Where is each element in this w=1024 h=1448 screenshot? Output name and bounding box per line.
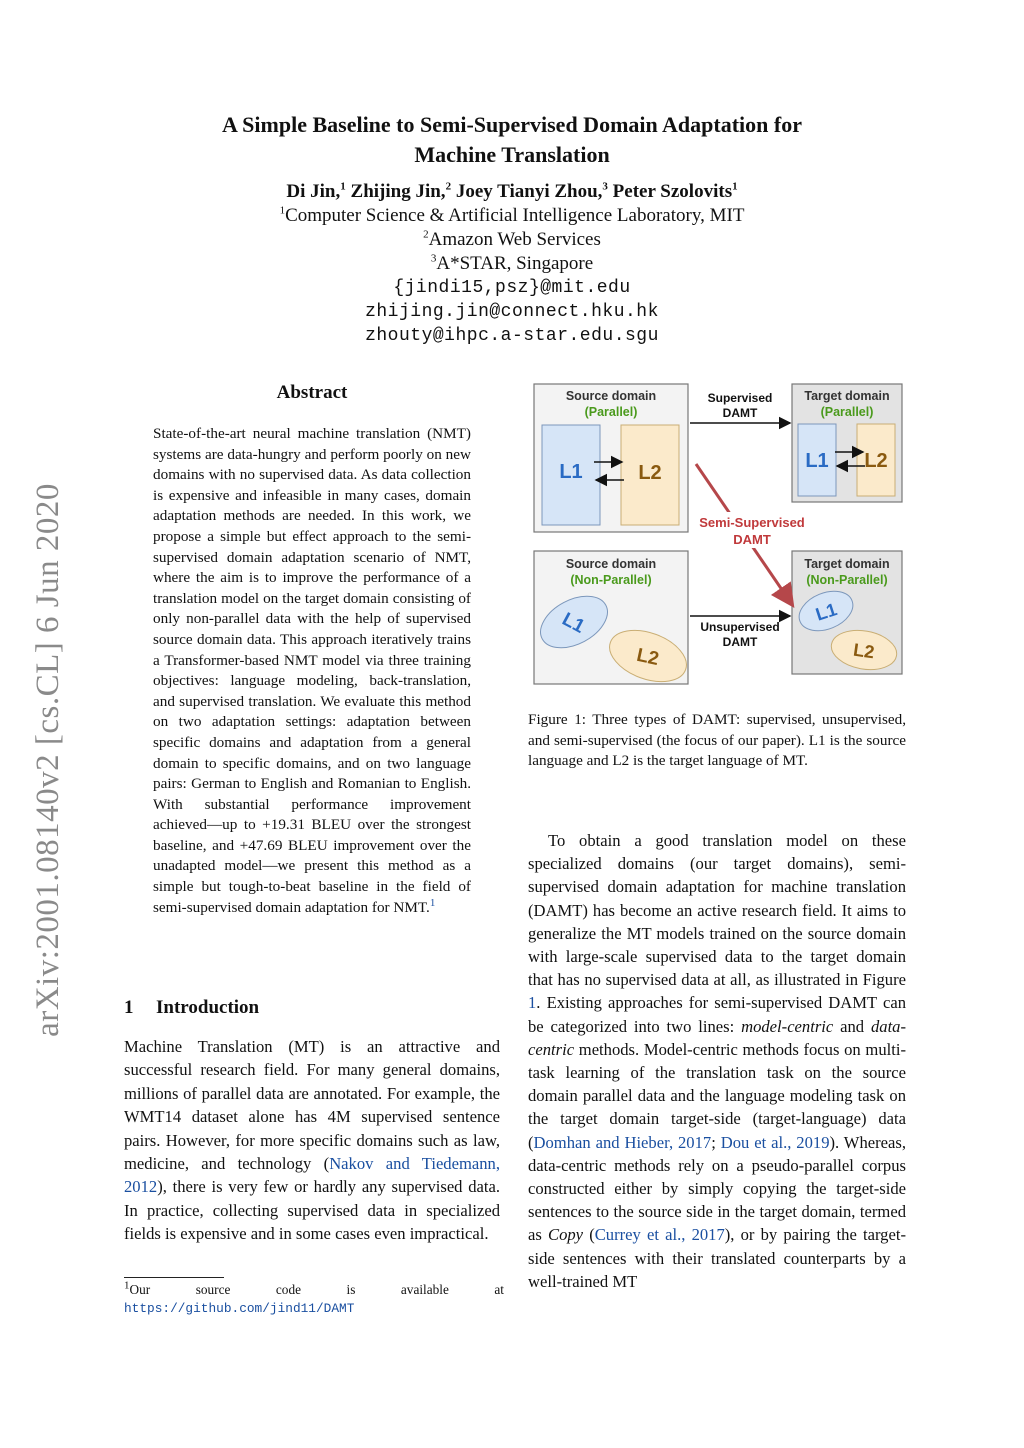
body-text: and: [833, 1016, 871, 1036]
l2-label: L2: [638, 462, 662, 484]
body-text: ), or by pairing the target-side sentences with their translated counterparts by a well-trained MT: [528, 1225, 906, 1291]
body-text: methods. Model-centric methods focus on multi-task learning of the translation task on the source domain parallel data and the language modeling task on the target domain target-side (target-language) data (: [528, 1039, 906, 1152]
email[interactable]: zhouty@ihpc.a-star.edu.sgu: [365, 326, 659, 346]
title-line-2: Machine Translation: [414, 142, 610, 167]
l1-label: L1: [805, 450, 829, 472]
footnote-ref[interactable]: 1: [429, 896, 436, 909]
l2-label: L2: [864, 450, 888, 472]
l2-label: L2: [852, 639, 876, 663]
author-affil-mark: 1: [340, 180, 346, 193]
paper-title: [0, 110, 1024, 170]
affiliation: [0, 252, 1024, 276]
intro-text: ), there is very few or hardly any supervised data. In practice, collecting supervised data in specialized fields is expensive and in some cases even impractical.: [124, 1177, 500, 1244]
semi-supervised-label-1: Semi-Supervised: [699, 515, 805, 530]
section-title: Introduction: [156, 997, 260, 1018]
damt-diagram: [526, 378, 908, 693]
body-text: . Existing approaches for semi-supervised DAMT can be categorized into two lines:: [528, 993, 906, 1036]
l1-label: L1: [558, 608, 589, 638]
email[interactable]: zhijing.jin@connect.hku.hk: [365, 302, 659, 322]
semi-supervised-label-2: DAMT: [733, 532, 771, 547]
author-name: Di Jin,: [286, 181, 341, 202]
footnote-rule: [124, 1277, 224, 1278]
arxiv-id[interactable]: arXiv:2001.08140v2 [cs.CL] 6 Jun 2020: [30, 483, 66, 1037]
author-name: Joey Tianyi Zhou,: [455, 181, 603, 202]
body-text: To obtain a good translation model on these specialized domains (our target domains), semi-supervised domain adaptation for machine translation (DAMT) has become an active research field. It aims to generalize the MT models trained on the source domain with large-scale supervised data to the target domain that has no supervised data at all, as illustrated in Figure: [528, 831, 906, 990]
footnote: [124, 1281, 504, 1318]
title-line-1: A Simple Baseline to Semi-Supervised Domain Adaptation for: [222, 112, 802, 137]
author-affil-mark: 3: [602, 180, 608, 193]
author-affil-mark: 1: [732, 180, 738, 193]
abstract-heading: Abstract: [276, 382, 348, 403]
citation-link[interactable]: Domhan and Hieber, 2017: [533, 1132, 712, 1152]
affiliation: [0, 204, 1024, 228]
target-nonparallel-title: Target domain: [804, 557, 890, 571]
section-heading: [124, 997, 259, 1019]
supervised-label-1: Supervised: [707, 391, 773, 405]
author-block: [0, 180, 1024, 348]
source-nonparallel-title: Source domain: [565, 557, 657, 571]
figure-caption: Figure 1: Three types of DAMT: supervised, unsupervised, and semi-supervised (the focus of our paper). L1 is the source language and L2 is the target language of MT.: [528, 711, 906, 770]
emphasis-text: Copy: [548, 1225, 584, 1245]
body-text: ). Whereas, data-centric methods rely on a pseudo-parallel corpus constructed either by simply copying the target-side sentences to the source side in the target domain, termed as: [528, 1132, 906, 1245]
l2-label: L2: [634, 644, 661, 671]
unsupervised-label-1: Unsupervised: [700, 620, 780, 634]
target-parallel-sub: (Parallel): [820, 405, 874, 419]
citation-link[interactable]: Dou et al., 2019: [720, 1132, 830, 1152]
supervised-label-2: DAMT: [722, 406, 758, 420]
unsupervised-label-2: DAMT: [722, 635, 758, 649]
footnote-mark: 1: [124, 1279, 130, 1292]
affil-number: 1: [279, 204, 286, 217]
l1-label: L1: [559, 461, 583, 483]
citation-link[interactable]: Nakov and Tiedemann, 2012: [124, 1154, 500, 1197]
l1-label: L1: [813, 599, 840, 625]
section-number: 1: [124, 997, 134, 1018]
figure-1: [526, 378, 908, 693]
figure-ref-link[interactable]: 1: [528, 993, 537, 1013]
author-name: Peter Szolovits: [612, 181, 733, 202]
source-nonparallel-sub: (Non-Parallel): [570, 573, 652, 587]
intro-paragraph: [124, 1035, 500, 1246]
abstract-text: State-of-the-art neural machine translation (NMT) systems are data-hungry and perform poorly on new domains with no supervised data. As data collection is expensive and infeasible in many cases, domain adaptation methods are needed. In this work, we propose a simple but effect approach to the semi-supervised domain adaptation scenario of NMT, where the aim is to improve the performance of a translation model on the target domain consisting of only non-parallel data with the help of supervised source domain data. This approach iteratively trains a Transformer-based NMT model via three training objectives: language modeling, back-translation, and supervised translation. We evaluate this method on two adaptation settings: adaptation between specific domains and adaptation from a general domain to specific domains, and on two language pairs: German to English and Romanian to English. With substantial performance improvement achieved—up to +19.31 BLEU over the strongest baseline, and +47.69 BLEU improvement over the unadapted model—we present this method as a simple but tough-to-beat baseline in the field of semi-supervised domain adaptation for NMT.: [153, 425, 471, 916]
affil-number: 2: [423, 228, 429, 241]
author-names: [0, 180, 1024, 204]
target-parallel-title: Target domain: [804, 389, 890, 403]
intro-text: Machine Translation (MT) is an attractive and successful research field. For many general domains, millions of parallel data are annotated. For example, the WMT14 dataset alone has 4M supervised sentence pairs. However, for more specific domains such as law, medicine, and technology (: [124, 1037, 500, 1174]
affiliation: [0, 228, 1024, 252]
code-url-link[interactable]: https://github.com/jind11/DAMT: [124, 1301, 355, 1316]
affil-text: Amazon Web Services: [428, 229, 601, 250]
email[interactable]: {jindi15,psz}@mit.edu: [393, 278, 631, 298]
author-affil-mark: 2: [445, 180, 452, 193]
emphasis-text: model-centric: [741, 1016, 834, 1036]
right-column-body: [528, 829, 906, 1293]
abstract-body: [153, 424, 471, 918]
footnote-text: Our source code is available at: [129, 1282, 504, 1297]
affil-number: 3: [430, 252, 437, 265]
body-text: (: [583, 1225, 595, 1245]
source-parallel-title: Source domain: [565, 389, 657, 403]
target-nonparallel-sub: (Non-Parallel): [806, 573, 888, 587]
citation-link[interactable]: Currey et al., 2017: [594, 1225, 725, 1245]
affil-text: Computer Science & Artificial Intelligence Laboratory, MIT: [285, 205, 745, 226]
emphasis-text: data-centric: [528, 1016, 906, 1059]
source-parallel-sub: (Parallel): [584, 405, 638, 419]
affil-text: A*STAR, Singapore: [436, 253, 594, 274]
author-name: Zhijing Jin,: [350, 181, 446, 202]
body-text: ;: [711, 1132, 721, 1152]
